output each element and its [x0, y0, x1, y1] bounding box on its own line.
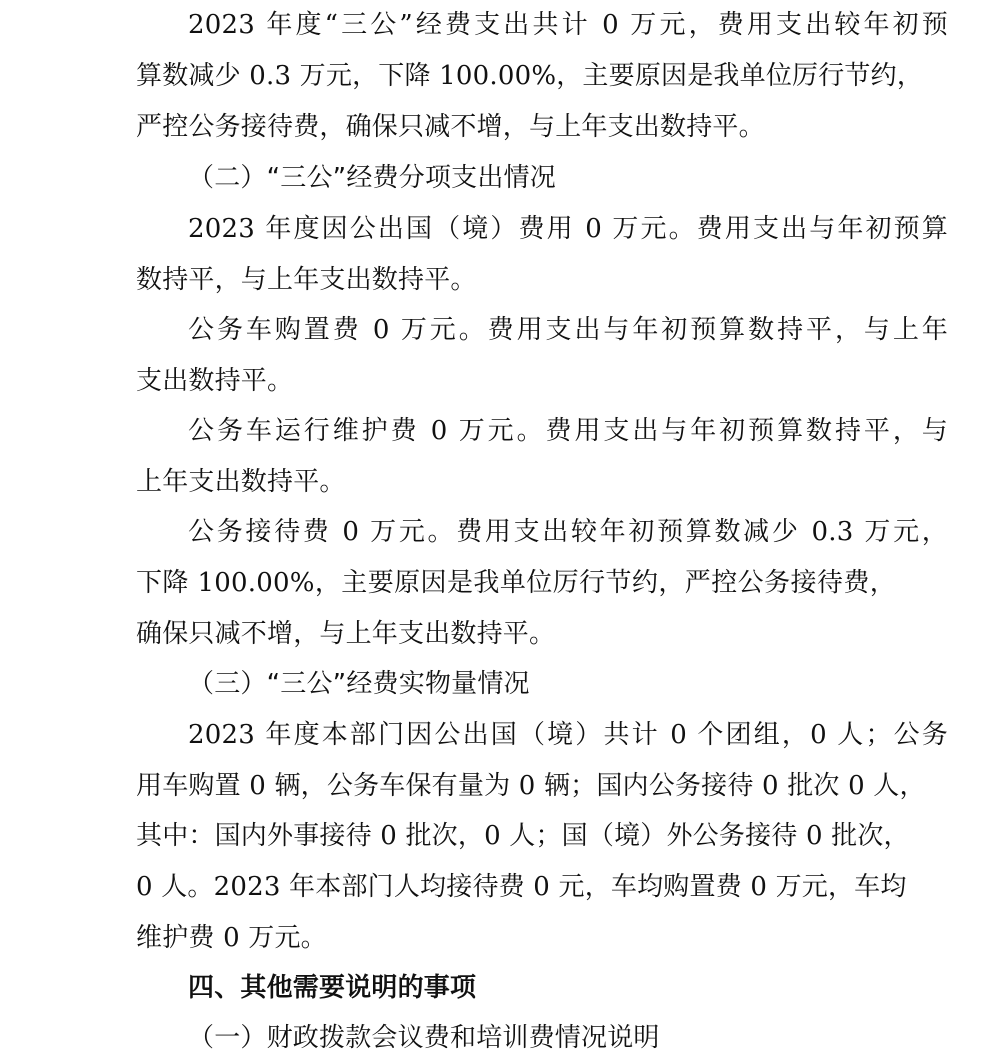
paragraph-line: 公务接待费 0 万元。费用支出较年初预算数减少 0.3 万元， — [188, 517, 948, 547]
paragraph-line: 公务车运行维护费 0 万元。费用支出与年初预算数持平，与 — [188, 416, 948, 446]
paragraph-line: 上年支出数持平。 — [136, 467, 346, 497]
paragraph-line: 维护费 0 万元。 — [136, 923, 327, 953]
paragraph-line: 严控公务接待费，确保只减不增，与上年支出数持平。 — [136, 112, 765, 142]
paragraph-line: 2023 年度因公出国（境）费用 0 万元。费用支出与年初预算 — [188, 214, 948, 244]
paragraph-line: 下降 100.00%，主要原因是我单位厉行节约，严控公务接待费， — [136, 568, 896, 598]
paragraph-line: 确保只减不增，与上年支出数持平。 — [136, 619, 556, 649]
paragraph-line: 其中：国内外事接待 0 批次，0 人；国（境）外公务接待 0 批次， — [136, 821, 910, 851]
paragraph-line: 用车购置 0 辆，公务车保有量为 0 辆；国内公务接待 0 批次 0 人， — [136, 771, 926, 801]
section-heading: （三）“三公”经费实物量情况 — [188, 669, 530, 699]
paragraph-line: 2023 年度本部门因公出国（境）共计 0 个团组，0 人；公务 — [188, 720, 948, 750]
paragraph-line: 支出数持平。 — [136, 366, 294, 396]
paragraph-line: 公务车购置费 0 万元。费用支出与年初预算数持平，与上年 — [188, 315, 948, 345]
section-heading: （一）财政拨款会议费和培训费情况说明 — [188, 1023, 660, 1053]
section-heading-main: 四、其他需要说明的事项 — [188, 973, 477, 1003]
paragraph-line: 2023 年度“三公”经费支出共计 0 万元，费用支出较年初预 — [188, 10, 948, 40]
paragraph-line: 数持平，与上年支出数持平。 — [136, 265, 477, 295]
paragraph-line: 算数减少 0.3 万元，下降 100.00%，主要原因是我单位厉行节约， — [136, 61, 924, 91]
paragraph-line: 0 人。2023 年本部门人均接待费 0 元，车均购置费 0 万元，车均 — [136, 872, 907, 902]
section-heading: （二）“三公”经费分项支出情况 — [188, 163, 556, 193]
